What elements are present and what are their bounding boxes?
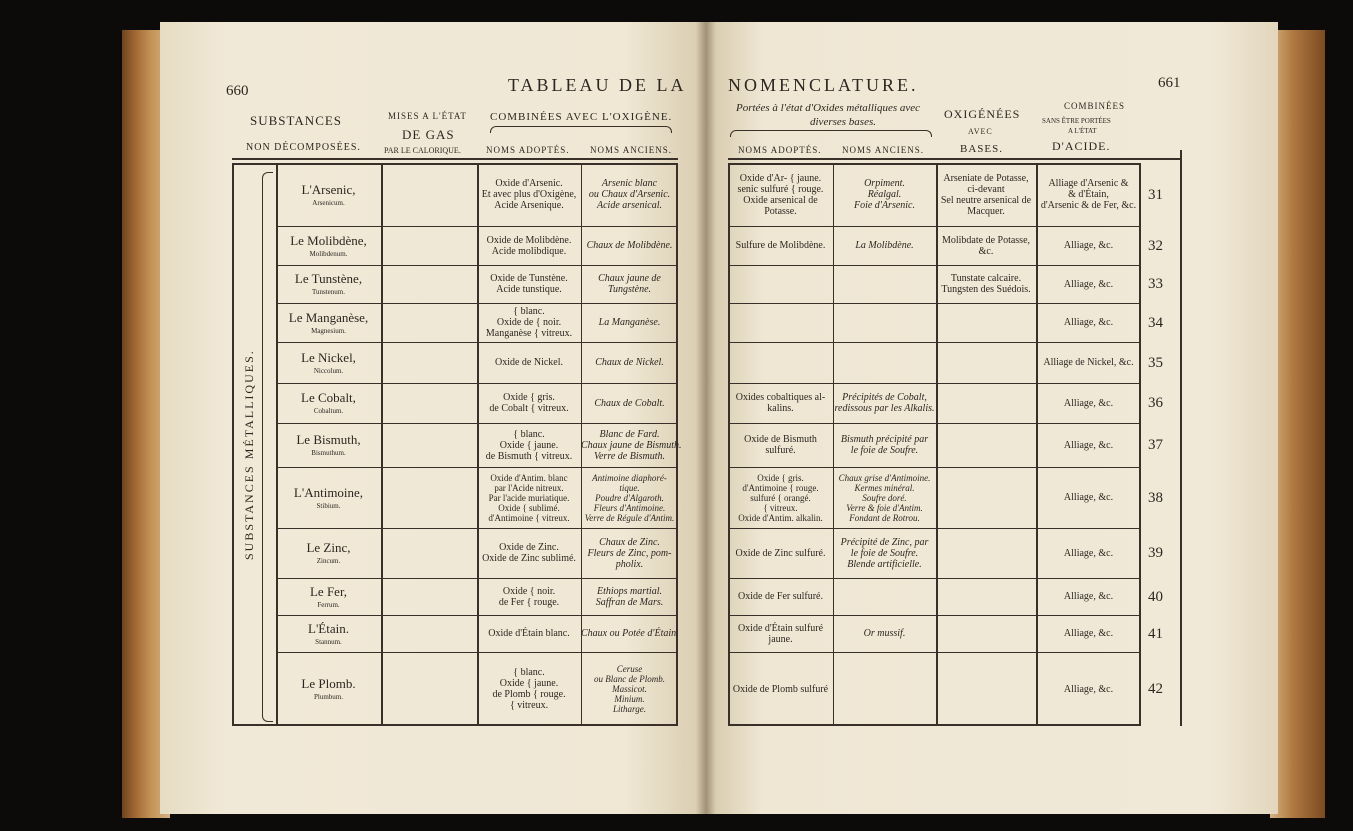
cell-r-ancient: Verre & foie d'Antim. <box>846 502 923 513</box>
left-col-divider <box>381 163 383 726</box>
cell-bases: Arseniate de Potasse, <box>943 172 1029 184</box>
cell-adopted: Oxide d'Arsenic. <box>495 178 563 189</box>
cell-r-adopted: sulfuré. <box>765 445 796 456</box>
cell-r-adopted: Sulfure de Molibdène. <box>735 240 826 251</box>
cell-adopted: { blanc. <box>513 667 545 678</box>
cell-r-ancient: Or mussif. <box>863 628 906 639</box>
element-name: L'Étain. <box>308 620 349 636</box>
row-divider-right <box>728 265 1141 266</box>
row-divider-right <box>728 467 1141 468</box>
cell-nonacid: Alliage d'Arsenic & <box>1048 178 1129 189</box>
cell-nonacid: Alliage, &c. <box>1063 547 1114 559</box>
cell-nonacid: Alliage, &c. <box>1063 317 1114 328</box>
cell-r-adopted: Oxide d'Étain sulfuré <box>737 622 824 634</box>
row-divider-left <box>276 383 678 384</box>
cell-ancient: Saffran de Mars. <box>595 596 664 608</box>
cell-ancient: Chaux de Nickel. <box>595 357 664 368</box>
cell-bases: &c. <box>978 245 994 257</box>
cell-adopted: Oxide de Zinc sublimé. <box>482 553 576 564</box>
row-divider-left <box>276 528 678 529</box>
cell-bases: Sel neutre arsenical de <box>940 194 1032 206</box>
cell-ancient: Chaux de Molibdène. <box>586 240 673 251</box>
header-dacide: D'ACIDE. <box>1052 139 1111 153</box>
cell-nonacid: Alliage de Nickel, &c. <box>1043 357 1134 368</box>
cell-r-ancient: le foie de Soufre. <box>850 547 919 559</box>
row-divider-right <box>728 423 1141 424</box>
right-outer-rule <box>1180 150 1182 726</box>
cell-adopted: Et avec plus d'Oxigène, <box>481 189 577 200</box>
cell-r-adopted: Oxide de Plomb sulfuré <box>732 683 829 695</box>
element-latin-name: Cobaltum. <box>313 407 344 415</box>
row-divider-left <box>276 342 678 343</box>
cell-adopted: Oxide d'Antim. blanc <box>490 472 568 483</box>
header-oxigenees: OXIGÉNÉES <box>944 107 1021 121</box>
header-sans-etre: SANS ÊTRE PORTÉES <box>1042 117 1111 125</box>
header-noms-adoptes-left: NOMS ADOPTÉS. <box>486 145 570 155</box>
element-name: Le Nickel, <box>301 349 356 365</box>
cell-r-adopted: Potasse. <box>764 205 797 217</box>
cell-adopted: de Cobalt { vitreux. <box>489 403 569 414</box>
right-top-rule <box>728 158 1180 160</box>
cell-ancient: Poudre d'Algaroth. <box>595 492 664 503</box>
cell-r-ancient: La Molibdène. <box>855 240 914 251</box>
cell-r-ancient: Orpiment. <box>864 178 905 189</box>
row-divider-right <box>728 578 1141 579</box>
header-brace <box>490 126 672 133</box>
element-name: Le Zinc, <box>306 540 351 555</box>
book-gutter <box>696 22 716 814</box>
cell-adopted: Oxide { jaune. <box>499 678 559 689</box>
cell-ancient: Litharge. <box>613 704 646 714</box>
cell-ancient: Tungstène. <box>607 284 652 295</box>
element-name: L'Antimoine, <box>293 484 364 500</box>
cell-ancient: Acide arsenical. <box>597 200 662 211</box>
cell-r-adopted: Oxide d'Antim. alkalin. <box>738 512 823 523</box>
element-name: Le Bismuth, <box>296 432 361 447</box>
cell-adopted: de Fer { rouge. <box>498 596 560 608</box>
element-name: L'Arsenic, <box>301 181 356 197</box>
cell-adopted: Acide tunstique. <box>496 284 562 295</box>
element-name: Le Fer, <box>309 583 348 599</box>
row-number: 34 <box>1148 314 1163 331</box>
cell-ancient: Ethiops martial. <box>596 585 662 597</box>
cell-adopted: Oxide de Molibdène. <box>486 234 572 246</box>
cell-r-ancient: Blende artificielle. <box>847 558 922 570</box>
page-number-right: 661 <box>1158 75 1181 91</box>
cell-ancient: Arsenic blanc <box>601 178 658 189</box>
row-number: 39 <box>1148 545 1163 561</box>
cell-adopted: Par l'acide muriatique. <box>488 492 570 503</box>
cell-ancient: Chaux jaune de Bismuth. <box>581 439 682 451</box>
header-avec: AVEC <box>968 127 993 136</box>
row-divider-left <box>276 578 678 579</box>
cell-adopted: Oxide { jaune. <box>499 439 559 451</box>
cell-nonacid: Alliage, &c. <box>1063 439 1114 451</box>
element-latin-name: Niccolum. <box>313 366 344 375</box>
cell-r-ancient: Chaux grise d'Antimoine. <box>838 472 931 483</box>
cell-r-ancient: Bismuth précipité par <box>840 434 929 445</box>
element-latin-name: Stibium. <box>316 501 341 510</box>
element-latin-name: Bismuthum. <box>311 449 346 457</box>
cell-r-ancient: redissous par les Alkalis. <box>834 403 935 414</box>
element-latin-name: Ferrum. <box>317 600 340 609</box>
cell-r-adopted: Oxide d'Ar- { jaune. <box>739 172 822 184</box>
header-a-letat: A L'ÉTAT <box>1068 127 1097 135</box>
header-mises-etat: MISES A L'ÉTAT <box>388 111 467 121</box>
row-number: 35 <box>1148 354 1163 371</box>
row-number: 31 <box>1148 186 1163 203</box>
header-de-gas: DE GAS <box>402 127 455 142</box>
cell-r-adopted: Oxide arsenical de <box>743 194 818 206</box>
cell-adopted: { blanc. <box>513 306 545 317</box>
cell-nonacid: Alliage, &c. <box>1063 492 1114 503</box>
element-latin-name: Molibdenum. <box>309 249 348 258</box>
cell-adopted: de Bismuth { vitreux. <box>485 450 573 462</box>
cell-adopted: Oxide { sublimé. <box>498 502 560 513</box>
cell-r-ancient: Réalgal. <box>867 189 902 200</box>
row-number: 41 <box>1148 625 1163 642</box>
cell-nonacid: Alliage, &c. <box>1063 591 1114 602</box>
cell-adopted: de Plomb { rouge. <box>492 689 566 700</box>
element-latin-name: Magnesium. <box>311 326 346 335</box>
cell-r-adopted: sulfuré { orangé. <box>750 492 811 503</box>
header-non-decomposees: NON DÉCOMPOSÉES. <box>246 142 361 153</box>
cell-r-adopted: Oxides cobaltiques al- <box>735 392 826 403</box>
cell-bases: ci-devant <box>967 183 1005 195</box>
substances-brace <box>262 172 273 722</box>
cell-ancient: Minium. <box>614 694 645 704</box>
row-divider-left <box>276 226 678 227</box>
cell-r-ancient: Kermes minéral. <box>854 482 915 493</box>
cell-ancient: Ceruse <box>616 664 643 674</box>
cell-adopted: d'Antimoine { vitreux. <box>488 512 570 523</box>
cell-r-adopted: senic sulfuré { rouge. <box>737 183 824 195</box>
cell-adopted: Oxide de { noir. <box>496 317 562 328</box>
cell-ancient: Fleurs de Zinc, pom- <box>587 547 672 559</box>
header-noms-adoptes-right: NOMS ADOPTÉS. <box>738 145 822 155</box>
header-noms-anciens-left: NOMS ANCIENS. <box>590 145 673 155</box>
cell-ancient: ou Blanc de Plomb. <box>594 674 665 684</box>
cell-r-adopted: jaune. <box>768 633 793 645</box>
cell-adopted: { blanc. <box>513 428 545 440</box>
element-latin-name: Stannum. <box>315 637 342 646</box>
cell-nonacid: d'Arsenic & de Fer, &c. <box>1040 200 1137 211</box>
cell-r-adopted: Oxide { gris. <box>757 472 804 483</box>
row-divider-right <box>728 528 1141 529</box>
row-number: 36 <box>1148 395 1163 411</box>
row-divider-left <box>276 652 678 653</box>
cell-ancient: Verre de Bismuth. <box>593 450 665 462</box>
cell-ancient: La Manganèse. <box>598 317 661 328</box>
header-brace-right <box>730 130 932 137</box>
cell-bases: Macquer. <box>967 205 1005 217</box>
cell-bases: Tunstate calcaire. <box>950 273 1022 284</box>
row-number: 32 <box>1148 237 1163 254</box>
cell-nonacid: Alliage, &c. <box>1063 683 1114 695</box>
row-divider-left <box>276 615 678 616</box>
element-name: Le Molibdène, <box>290 232 367 248</box>
element-latin-name: Plumbum. <box>314 693 343 701</box>
cell-nonacid: & d'Étain, <box>1068 189 1109 200</box>
cell-r-adopted: Oxide de Zinc sulfuré. <box>735 547 826 559</box>
cell-adopted: Oxide { noir. <box>502 585 556 597</box>
header-portees: Portées à l'état d'Oxides métalliques avec <box>736 102 921 114</box>
cell-ancient: Fleurs d'Antimoine. <box>593 502 666 513</box>
cell-ancient: Chaux de Cobalt. <box>594 397 665 409</box>
cell-adopted: Oxide de Zinc. <box>499 542 559 553</box>
header-bases: BASES. <box>960 143 1003 155</box>
cell-r-adopted: Oxide de Bismuth <box>744 434 817 445</box>
row-number: 40 <box>1148 588 1163 605</box>
row-number: 37 <box>1148 437 1163 453</box>
element-latin-name: Tunstenum. <box>311 288 345 296</box>
row-divider-left <box>276 423 678 424</box>
element-name: Le Plomb. <box>301 676 356 691</box>
cell-r-ancient: Précipité de Zinc, par <box>840 536 929 548</box>
cell-ancient: ou Chaux d'Arsenic. <box>588 189 671 200</box>
cell-bases: Tungsten des Suédois. <box>941 284 1031 295</box>
cell-adopted: Oxide d'Étain blanc. <box>488 628 570 639</box>
row-number: 38 <box>1148 489 1163 506</box>
cell-r-ancient: Précipités de Cobalt, <box>842 392 927 403</box>
page-number-left: 660 <box>226 83 249 99</box>
row-divider-left <box>276 467 678 468</box>
cell-r-adopted: kalins. <box>767 403 794 414</box>
cell-adopted: par l'Acide nitreux. <box>494 482 564 493</box>
cell-adopted: Manganèse { vitreux. <box>485 328 573 339</box>
cell-r-ancient: Fondant de Rotrou. <box>849 512 920 523</box>
row-divider-left <box>276 265 678 266</box>
element-name: Le Cobalt, <box>301 390 356 405</box>
cell-r-adopted: { vitreux. <box>763 502 798 513</box>
header-combinees-oxigene: COMBINÉES AVEC L'OXIGÈNE. <box>490 111 673 123</box>
cell-bases: Molibdate de Potasse, <box>941 234 1031 246</box>
title-right: NOMENCLATURE. <box>728 75 919 95</box>
cell-adopted: Acide Arsenique. <box>494 200 564 211</box>
cell-r-ancient: Soufre doré. <box>862 492 907 503</box>
cell-ancient: tique. <box>619 482 640 493</box>
cell-ancient: Chaux ou Potée d'Étain. <box>581 628 679 639</box>
cell-nonacid: Alliage, &c. <box>1063 628 1114 639</box>
row-divider-right <box>728 342 1141 343</box>
cell-ancient: Massicot. <box>612 684 647 694</box>
cell-ancient: Blanc de Fard. <box>599 428 660 440</box>
cell-ancient: Chaux jaune de <box>598 273 661 284</box>
row-divider-right <box>728 652 1141 653</box>
side-label-substances-metalliques: SUBSTANCES MÉTALLIQUES. <box>242 349 256 560</box>
cell-ancient: Antimoine diaphoré- <box>592 472 667 483</box>
element-latin-name: Arsenicum. <box>312 198 345 207</box>
row-divider-left <box>276 303 678 304</box>
cell-r-ancient: Foie d'Arsenic. <box>853 200 915 211</box>
left-top-rule <box>232 158 678 160</box>
cell-ancient: Verre de Régule d'Antim. <box>584 512 675 523</box>
row-divider-right <box>728 226 1141 227</box>
cell-ancient: pholix. <box>615 558 644 570</box>
cell-nonacid: Alliage, &c. <box>1063 240 1114 251</box>
element-latin-name: Zincum. <box>316 557 341 565</box>
cell-adopted: Oxide de Tunstène. <box>490 273 568 284</box>
element-name: Le Tunstène, <box>294 271 363 286</box>
cell-r-ancient: le foie de Soufre. <box>850 445 919 456</box>
row-divider-right <box>728 615 1141 616</box>
book-edge-right <box>1270 30 1325 818</box>
header-par-calorique: PAR LE CALORIQUE. <box>384 146 461 155</box>
cell-nonacid: Alliage, &c. <box>1063 397 1114 409</box>
cell-adopted: Oxide { gris. <box>503 392 555 403</box>
header-noms-anciens-right: NOMS ANCIENS. <box>842 145 925 155</box>
cell-adopted: Acide molibdique. <box>491 245 567 257</box>
header-diverses-bases: diverses bases. <box>810 116 876 128</box>
cell-adopted: { vitreux. <box>509 700 549 711</box>
header-combinees: COMBINÉES <box>1064 101 1126 111</box>
cell-r-adopted: Oxide de Fer sulfuré. <box>738 591 823 602</box>
row-divider-right <box>728 383 1141 384</box>
row-number: 42 <box>1148 681 1163 697</box>
element-name: Le Manganèse, <box>288 309 369 325</box>
title-left: TABLEAU DE LA <box>508 75 687 95</box>
cell-ancient: Chaux de Zinc. <box>599 536 660 548</box>
cell-nonacid: Alliage, &c. <box>1063 278 1114 290</box>
row-number: 33 <box>1148 276 1163 292</box>
row-divider-right <box>728 303 1141 304</box>
cell-adopted: Oxide de Nickel. <box>494 357 564 368</box>
cell-r-adopted: d'Antimoine { rouge. <box>742 482 819 493</box>
header-substances: SUBSTANCES <box>250 113 343 128</box>
